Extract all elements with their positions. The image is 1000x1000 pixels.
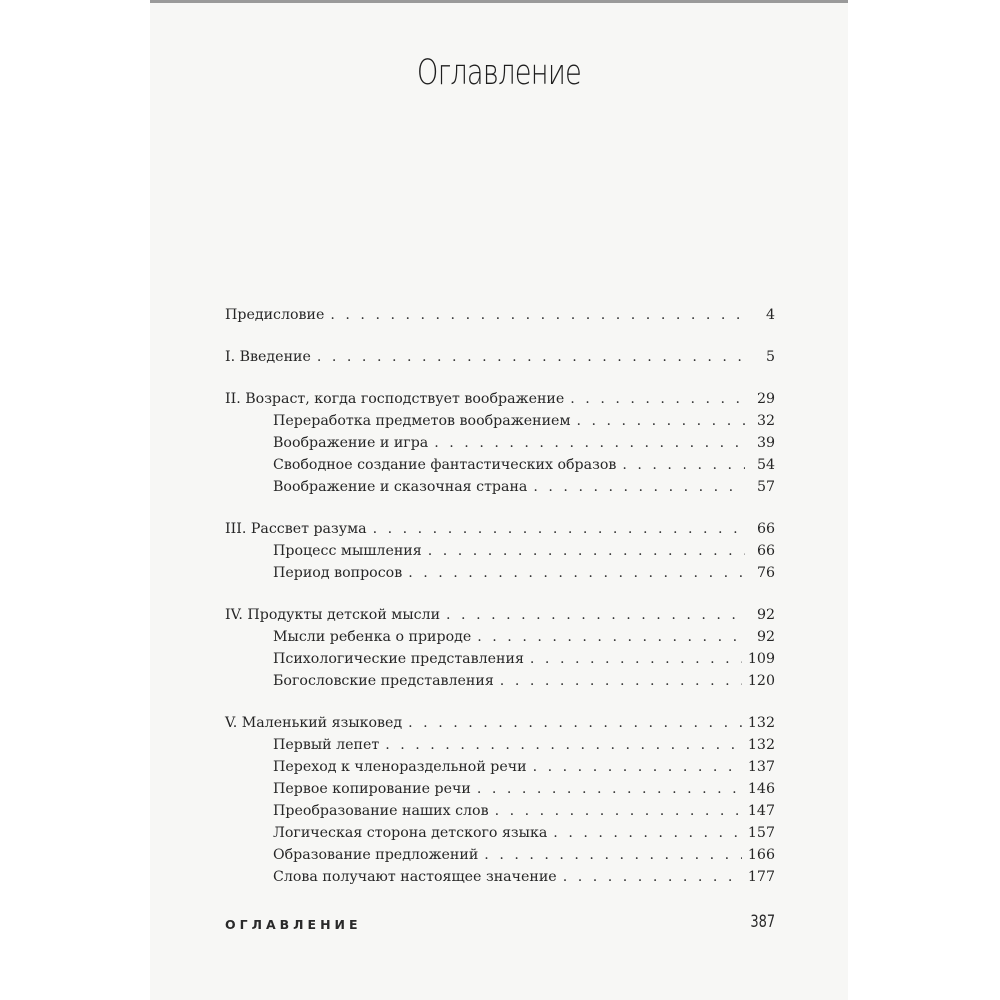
dot-leader: [477, 626, 745, 648]
dot-leader: [533, 756, 742, 778]
toc-entry: [225, 304, 775, 326]
toc-entry-label: Переход к членораздельной речи: [273, 759, 527, 775]
dot-leader: [373, 518, 745, 540]
toc-entry-label: IV. Продукты детской мысли: [225, 607, 441, 623]
dot-leader: [570, 388, 745, 410]
toc-subentry: [225, 476, 775, 498]
toc-entry-page: 177: [747, 869, 775, 885]
toc-entry-label: Процесс мышления: [273, 543, 422, 559]
page-title: Оглавление: [416, 53, 582, 93]
toc-entry-label: Первое копирование речи: [273, 781, 471, 797]
toc-entry-label: I. Введение: [225, 349, 311, 365]
toc-entry-page: 66: [756, 543, 775, 559]
dot-leader: [495, 800, 742, 822]
toc-subentry: [225, 432, 775, 454]
toc-entry-label: Первый лепет: [273, 737, 380, 753]
toc-entry-page: 76: [756, 565, 775, 581]
toc-subentry: [225, 734, 775, 756]
toc-entry-page: 109: [747, 651, 775, 667]
dot-leader: [408, 562, 745, 584]
toc-entry-page: 39: [756, 435, 775, 451]
toc-subentry: [225, 540, 775, 562]
dot-leader: [434, 432, 745, 454]
toc-subentry: [225, 778, 775, 800]
dot-leader: [500, 670, 742, 692]
toc-entry: [225, 388, 775, 410]
toc-entry-label: Воображение и игра: [273, 435, 429, 451]
dot-leader: [530, 648, 742, 670]
toc-entry-page: 146: [747, 781, 775, 797]
toc-entry-label: Психологические представления: [273, 651, 524, 667]
toc-entry-page: 132: [747, 715, 775, 731]
toc-entry-page: 132: [747, 737, 775, 753]
toc-entry-page: 147: [747, 803, 775, 819]
dot-leader: [553, 822, 742, 844]
toc-entry-page: 54: [756, 457, 775, 473]
toc-entry-label: III. Рассвет разума: [225, 521, 367, 537]
toc-entry-label: Период вопросов: [273, 565, 403, 581]
page-number: 387: [750, 912, 775, 932]
toc-subentry: [225, 822, 775, 844]
toc-entry-page: 5: [765, 349, 775, 365]
toc-entry-label: Образование предложений: [273, 847, 479, 863]
toc-entry-label: Предисловие: [225, 307, 325, 323]
toc-entry-page: 4: [765, 307, 775, 323]
toc-subentry: [225, 844, 775, 866]
dot-leader: [477, 778, 742, 800]
toc-subentry: [225, 756, 775, 778]
toc-entry-page: 32: [756, 413, 775, 429]
dot-leader: [484, 844, 742, 866]
toc-subentry: [225, 670, 775, 692]
toc-entry-label: Мысли ребенка о природе: [273, 629, 472, 645]
toc-subentry: [225, 648, 775, 670]
dot-leader: [533, 476, 745, 498]
toc-entry: [225, 604, 775, 626]
dot-leader: [330, 304, 745, 326]
toc-entry: [225, 518, 775, 540]
toc-entry-label: Свободное создание фантастических образов: [273, 457, 617, 473]
toc-subentry: [225, 410, 775, 432]
toc-entry-page: 92: [756, 607, 775, 623]
toc-entry-page: 157: [747, 825, 775, 841]
toc-entry-label: II. Возраст, когда господствует воображение: [225, 391, 565, 407]
toc-entry-page: 57: [756, 479, 775, 495]
table-of-contents: [225, 304, 775, 888]
toc-entry-label: Преобразование наших слов: [273, 803, 489, 819]
toc-entry-page: 137: [747, 759, 775, 775]
book-page: [150, 0, 848, 1000]
toc-entry-label: Логическая сторона детского языка: [273, 825, 548, 841]
dot-leader: [563, 866, 742, 888]
dot-leader: [577, 410, 746, 432]
toc-entry-label: Воображение и сказочная страна: [273, 479, 528, 495]
toc-subentry: [225, 562, 775, 584]
toc-subentry: [225, 626, 775, 648]
toc-entry-label: Переработка предметов воображением: [273, 413, 571, 429]
dot-leader: [408, 712, 742, 734]
toc-entry-label: Слова получают настоящее значение: [273, 869, 557, 885]
toc-entry-label: Богословские представления: [273, 673, 494, 689]
toc-entry-label: V. Маленький языковед: [225, 715, 403, 731]
toc-subentry: [225, 866, 775, 888]
dot-leader: [622, 454, 745, 476]
toc-entry-page: 29: [756, 391, 775, 407]
dot-leader: [385, 734, 742, 756]
dot-leader: [428, 540, 745, 562]
toc-entry: [225, 712, 775, 734]
toc-entry-page: 166: [747, 847, 775, 863]
toc-subentry: [225, 800, 775, 822]
running-footer-section: ОГЛАВЛЕНИЕ: [225, 917, 362, 932]
toc-subentry: [225, 454, 775, 476]
dot-leader: [317, 346, 745, 368]
dot-leader: [446, 604, 745, 626]
toc-entry-page: 120: [747, 673, 775, 689]
toc-entry: [225, 346, 775, 368]
toc-entry-page: 92: [756, 629, 775, 645]
toc-entry-page: 66: [756, 521, 775, 537]
